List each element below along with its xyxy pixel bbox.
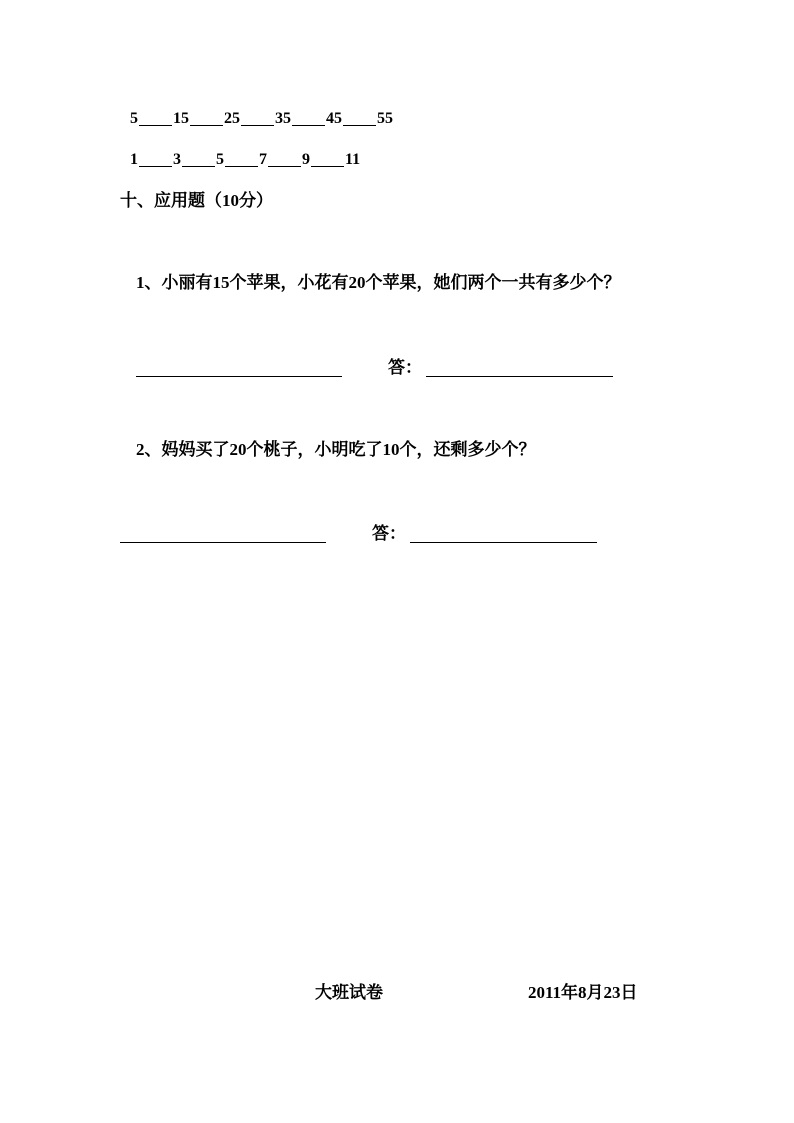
sequence-number: 35 — [275, 110, 291, 127]
fill-blank[interactable] — [241, 124, 274, 126]
sequence-number: 25 — [224, 110, 240, 127]
fill-blank[interactable] — [343, 124, 376, 126]
sequence-number: 55 — [377, 110, 393, 127]
sequence-number: 5 — [216, 151, 224, 168]
fill-blank[interactable] — [225, 165, 258, 167]
footer-title: 大班试卷 — [315, 983, 383, 1002]
sequence-number: 15 — [173, 110, 189, 127]
answer-line-equation-1[interactable] — [136, 376, 342, 377]
sequence-number: 1 — [130, 151, 138, 168]
answer-line-result-2[interactable] — [410, 542, 597, 543]
answer-line-result-1[interactable] — [426, 376, 613, 377]
fill-blank[interactable] — [311, 165, 344, 167]
fill-blank[interactable] — [292, 124, 325, 126]
section-title: 十、应用题（10分） — [120, 191, 273, 210]
sequence-number: 3 — [173, 151, 181, 168]
sequence-number: 7 — [259, 151, 267, 168]
fill-blank[interactable] — [182, 165, 215, 167]
answer-label-2: 答： — [372, 524, 406, 543]
fill-blank[interactable] — [139, 165, 172, 167]
sequence-number: 11 — [345, 151, 361, 168]
footer-date: 2011年8月23日 — [528, 983, 638, 1002]
sequence-number: 5 — [130, 110, 138, 127]
answer-line-equation-2[interactable] — [120, 542, 326, 543]
fill-blank[interactable] — [190, 124, 223, 126]
sequence-number: 45 — [326, 110, 342, 127]
sequence-number: 9 — [302, 151, 310, 168]
answer-label-1: 答： — [388, 358, 422, 377]
question-1-text: 1、小丽有15个苹果，小花有20个苹果，她们两个一共有多少个？ — [136, 273, 621, 292]
number-sequence-2 — [130, 150, 360, 170]
fill-blank[interactable] — [139, 124, 172, 126]
question-2-text: 2、妈妈买了20个桃子，小明吃了10个，还剩多少个？ — [136, 440, 536, 459]
fill-blank[interactable] — [268, 165, 301, 167]
number-sequence-1 — [130, 109, 393, 129]
